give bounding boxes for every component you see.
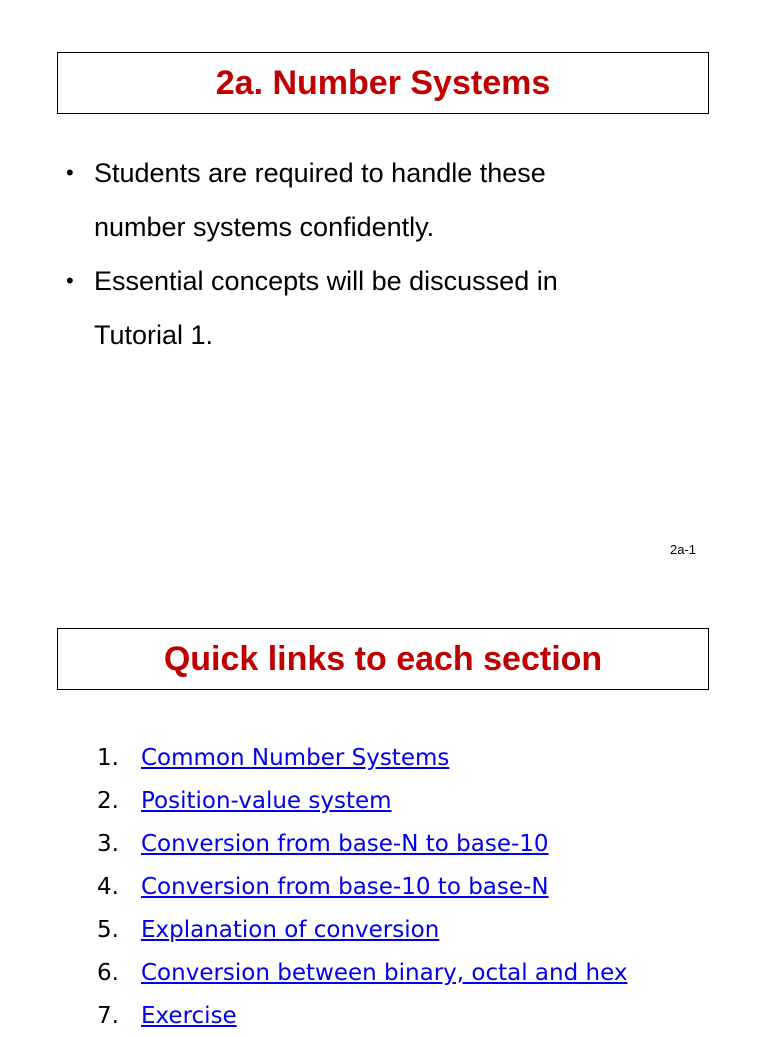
quick-link-item xyxy=(97,822,627,865)
link-binary-octal-hex[interactable]: Conversion between binary, octal and hex xyxy=(141,959,628,986)
link-position-value-system[interactable]: Position-value system xyxy=(141,787,392,814)
quick-link-item xyxy=(97,736,627,779)
link-number: 5. xyxy=(97,916,119,943)
bullet-item xyxy=(66,146,666,254)
link-exercise[interactable]: Exercise xyxy=(141,1002,237,1029)
bullet-item xyxy=(66,254,666,362)
bullet-line: Essential concepts will be discussed in xyxy=(94,266,558,296)
link-number: 6. xyxy=(97,959,119,986)
quick-link-item xyxy=(97,865,627,908)
bullet-line: Tutorial 1. xyxy=(94,320,214,350)
link-number: 4. xyxy=(97,873,119,900)
slide2-title: Quick links to each section xyxy=(163,640,603,678)
slide1-bullet-list xyxy=(66,146,666,362)
page-number: 2a-1 xyxy=(669,542,696,557)
quick-links-list xyxy=(97,736,627,1037)
link-base-n-to-base-10[interactable]: Conversion from base-N to base-10 xyxy=(141,830,549,857)
slide1-title-box xyxy=(57,52,709,114)
bullet-marker: • xyxy=(66,268,74,293)
bullet-marker: • xyxy=(66,160,74,185)
link-base-10-to-base-n[interactable]: Conversion from base-10 to base-N xyxy=(141,873,549,900)
quick-link-item xyxy=(97,994,627,1037)
quick-link-item xyxy=(97,908,627,951)
link-explanation-of-conversion[interactable]: Explanation of conversion xyxy=(141,916,440,943)
link-number: 2. xyxy=(97,787,119,814)
bullet-line: Students are required to handle these xyxy=(94,158,546,188)
quick-link-item xyxy=(97,779,627,822)
link-number: 3. xyxy=(97,830,119,857)
bullet-line: number systems confidently. xyxy=(94,212,435,242)
link-number: 1. xyxy=(97,744,119,771)
link-number: 7. xyxy=(97,1002,119,1029)
quick-link-item xyxy=(97,951,627,994)
link-common-number-systems[interactable]: Common Number Systems xyxy=(141,744,450,771)
slide1-title: 2a. Number Systems xyxy=(215,64,551,102)
slide2-title-box xyxy=(57,628,709,690)
